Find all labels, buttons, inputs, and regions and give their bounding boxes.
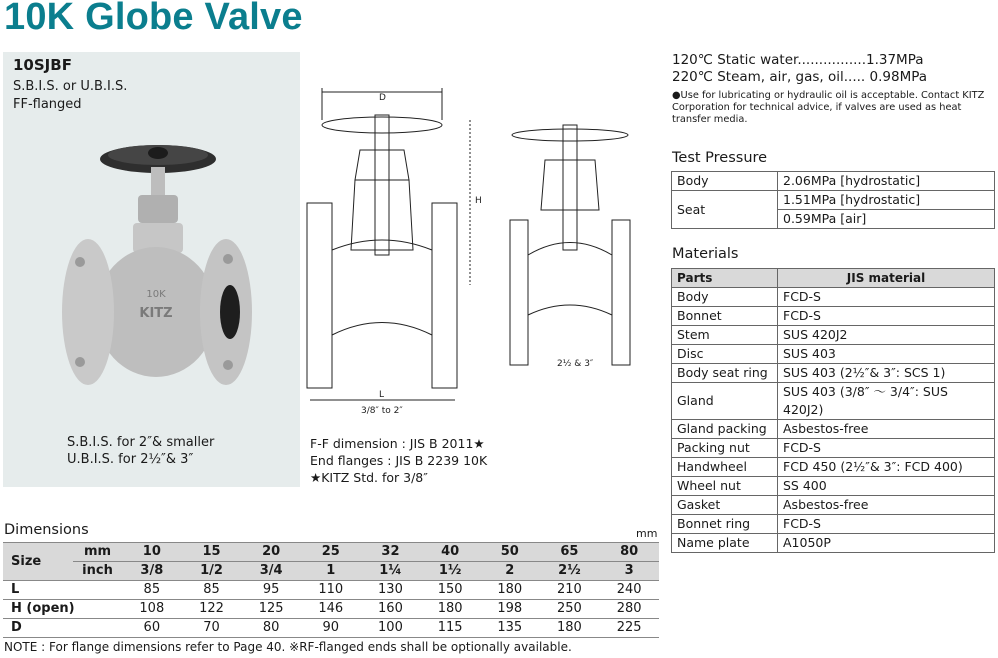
- table-cell: D: [3, 619, 122, 638]
- dim-label-l: L: [379, 390, 385, 400]
- table-cell: 70: [182, 619, 242, 638]
- table-cell: 65: [540, 543, 600, 562]
- material-part: Gasket: [672, 496, 778, 515]
- table-cell: 95: [241, 581, 301, 600]
- material-part: Handwheel: [672, 458, 778, 477]
- table-cell: 280: [599, 600, 659, 619]
- table-cell: 250: [540, 600, 600, 619]
- table-row: [3, 619, 659, 638]
- material-part: Gland: [672, 383, 778, 420]
- material-value: Asbestos-free: [778, 420, 995, 439]
- size-label-left: 3/8″ to 2″: [361, 406, 403, 416]
- table-cell: 32: [361, 543, 421, 562]
- table-row: [672, 307, 995, 326]
- product-photo-panel: [3, 52, 300, 487]
- material-value: FCD 450 (2½″& 3″: FCD 400): [778, 458, 995, 477]
- dimensions-table: [3, 542, 659, 638]
- material-part: Body seat ring: [672, 364, 778, 383]
- table-cell: 130: [361, 581, 421, 600]
- table-cell: 115: [420, 619, 480, 638]
- table-cell: 15: [182, 543, 242, 562]
- table-cell: 225: [599, 619, 659, 638]
- materials-title: Materials: [672, 246, 739, 262]
- table-cell: 2.06MPa [hydrostatic]: [778, 172, 995, 191]
- table-row: [672, 383, 995, 420]
- test-pressure-table: [671, 171, 995, 229]
- table-cell: inch: [73, 562, 122, 581]
- table-row: [3, 543, 659, 562]
- table-header-row: [672, 269, 995, 288]
- table-row: [672, 191, 995, 210]
- table-row: [672, 345, 995, 364]
- material-part: Packing nut: [672, 439, 778, 458]
- table-row: [3, 562, 659, 581]
- table-cell: 160: [361, 600, 421, 619]
- material-value: FCD-S: [778, 439, 995, 458]
- technical-drawing: [305, 80, 665, 420]
- body-mark-kitz: KITZ: [139, 306, 173, 321]
- table-cell: 25: [301, 543, 361, 562]
- standard-text: S.B.I.S. or U.B.I.S.: [13, 79, 128, 94]
- table-cell: 50: [480, 543, 540, 562]
- table-cell: 2: [480, 562, 540, 581]
- material-value: SUS 403 (3/8″ ～ 3/4″: SUS 420J2): [778, 383, 995, 420]
- table-cell: 122: [182, 600, 242, 619]
- table-cell: 1¼: [361, 562, 421, 581]
- table-row: [672, 515, 995, 534]
- valve-photo: [58, 137, 253, 402]
- model-code: 10SJBF: [13, 56, 72, 74]
- size-label-right: 2½ & 3″: [557, 359, 594, 369]
- end-flanges-text: End flanges : JIS B 2239 10K: [310, 453, 488, 468]
- table-cell: 1½: [420, 562, 480, 581]
- material-part: Wheel nut: [672, 477, 778, 496]
- table-cell: 3/8: [122, 562, 182, 581]
- pressure-rating-steam: 220℃ Steam, air, gas, oil..... 0.98MPa: [672, 69, 928, 85]
- table-row: [3, 600, 659, 619]
- page-title: 10K Globe Valve: [4, 0, 303, 38]
- body-mark-10k: 10K: [146, 289, 166, 300]
- table-row: [672, 364, 995, 383]
- table-cell: 146: [301, 600, 361, 619]
- table-cell: Body: [672, 172, 778, 191]
- table-cell: 240: [599, 581, 659, 600]
- material-value: A1050P: [778, 534, 995, 553]
- header-material: JIS material: [778, 269, 995, 288]
- table-cell: L: [3, 581, 122, 600]
- table-cell: 1.51MPa [hydrostatic]: [778, 191, 995, 210]
- material-part: Stem: [672, 326, 778, 345]
- material-part: Disc: [672, 345, 778, 364]
- material-value: SUS 403: [778, 345, 995, 364]
- material-part: Body: [672, 288, 778, 307]
- table-row: [672, 477, 995, 496]
- table-cell: 110: [301, 581, 361, 600]
- ubis-note: U.B.I.S. for 2½″& 3″: [67, 452, 194, 467]
- sectional-drawings: [305, 80, 665, 420]
- table-cell: 85: [182, 581, 242, 600]
- material-part: Bonnet: [672, 307, 778, 326]
- material-part: Name plate: [672, 534, 778, 553]
- table-row: [672, 172, 995, 191]
- table-cell: 1/2: [182, 562, 242, 581]
- dimensions-title: Dimensions: [4, 522, 89, 538]
- table-cell: 135: [480, 619, 540, 638]
- header-parts: Parts: [672, 269, 778, 288]
- material-part: Bonnet ring: [672, 515, 778, 534]
- heat-transfer-note: ●Use for lubricating or hydraulic oil is acceptable. Contact KITZ Corporation for technical advice, if valves are used as heat transfer media.: [672, 90, 985, 125]
- ff-dimension-text: F-F dimension : JIS B 2011★: [310, 436, 485, 451]
- table-row: [672, 288, 995, 307]
- material-value: FCD-S: [778, 307, 995, 326]
- table-cell: 125: [241, 600, 301, 619]
- table-row: [672, 420, 995, 439]
- material-value: SS 400: [778, 477, 995, 496]
- table-cell: 40: [420, 543, 480, 562]
- table-cell: 85: [122, 581, 182, 600]
- kitz-std-text: ★KITZ Std. for 3/8″: [310, 470, 428, 485]
- table-row: [672, 458, 995, 477]
- table-cell: 1: [301, 562, 361, 581]
- table-row: [672, 439, 995, 458]
- dim-label-h: H: [475, 196, 482, 206]
- table-cell: 210: [540, 581, 600, 600]
- table-cell: 80: [599, 543, 659, 562]
- material-value: FCD-S: [778, 288, 995, 307]
- table-row: [672, 496, 995, 515]
- table-cell: 20: [241, 543, 301, 562]
- table-cell: Seat: [672, 191, 778, 229]
- material-value: SUS 403 (2½″& 3″: SCS 1): [778, 364, 995, 383]
- table-cell: 180: [480, 581, 540, 600]
- table-cell: 180: [540, 619, 600, 638]
- table-cell: Size: [3, 543, 73, 581]
- table-cell: 108: [122, 600, 182, 619]
- material-value: Asbestos-free: [778, 496, 995, 515]
- table-cell: 90: [301, 619, 361, 638]
- table-cell: 0.59MPa [air]: [778, 210, 995, 229]
- table-cell: 3/4: [241, 562, 301, 581]
- table-cell: 10: [122, 543, 182, 562]
- end-type-text: FF-flanged: [13, 97, 82, 112]
- test-pressure-title: Test Pressure: [672, 150, 768, 166]
- table-cell: 3: [599, 562, 659, 581]
- table-row: [672, 326, 995, 345]
- table-cell: H (open): [3, 600, 122, 619]
- flange-note: NOTE : For flange dimensions refer to Page 40. ※RF-flanged ends shall be optionally available.: [4, 640, 572, 654]
- table-cell: 2½: [540, 562, 600, 581]
- table-cell: 60: [122, 619, 182, 638]
- table-cell: 150: [420, 581, 480, 600]
- table-row: [672, 534, 995, 553]
- dim-label-d: D: [379, 93, 386, 103]
- table-cell: 180: [420, 600, 480, 619]
- material-value: SUS 420J2: [778, 326, 995, 345]
- table-cell: 198: [480, 600, 540, 619]
- material-value: FCD-S: [778, 515, 995, 534]
- dimensions-unit: mm: [636, 527, 658, 540]
- materials-table: [671, 268, 995, 553]
- table-row: [3, 581, 659, 600]
- table-cell: mm: [73, 543, 122, 562]
- material-part: Gland packing: [672, 420, 778, 439]
- pressure-rating-water: 120℃ Static water................1.37MPa: [672, 52, 924, 68]
- table-cell: 100: [361, 619, 421, 638]
- table-cell: 80: [241, 619, 301, 638]
- sbis-note: S.B.I.S. for 2″& smaller: [67, 435, 215, 450]
